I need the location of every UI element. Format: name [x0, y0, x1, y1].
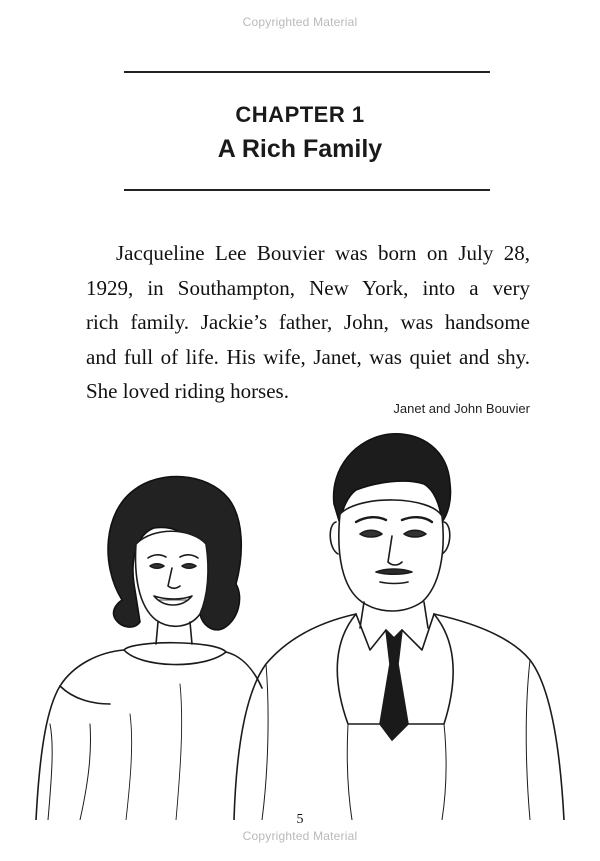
body-line: Jacqueline Lee Bouvier was born on July 28,: [116, 241, 530, 265]
body-line: and full of life. His wife, Janet, was quiet and shy.: [86, 344, 530, 369]
woman-figure: [36, 477, 262, 820]
man-figure: [234, 434, 564, 820]
watermark-bottom: Copyrighted Material: [242, 829, 358, 843]
watermark-top: Copyrighted Material: [242, 15, 358, 29]
body-line: She loved riding horses.: [86, 379, 289, 403]
top-divider: [124, 71, 490, 73]
chapter-title: A Rich Family: [217, 135, 383, 163]
body-line: rich family. Jackie’s father, John, was handsome: [86, 310, 530, 334]
page-number: 5: [296, 812, 304, 827]
illustration-caption: Janet and John Bouvier: [393, 401, 530, 416]
body-paragraph: [86, 236, 530, 409]
bottom-divider: [124, 189, 490, 191]
portrait-illustration: [30, 424, 570, 820]
chapter-number: CHAPTER 1: [235, 102, 365, 127]
body-line: 1929, in Southampton, New York, into a very: [86, 275, 530, 300]
